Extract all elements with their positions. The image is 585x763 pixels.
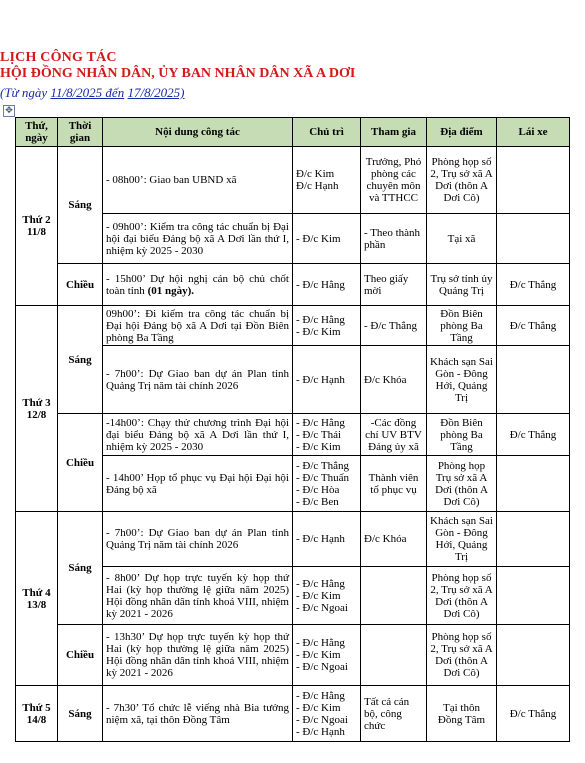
column-header-location: Địa điểm: [427, 118, 497, 147]
day-cell-tuesday: Thứ 3 12/8: [16, 306, 58, 512]
document-title: LỊCH CÔNG TÁC: [0, 50, 117, 65]
table-row: [16, 414, 570, 456]
driver-cell: [497, 456, 570, 512]
column-header-participants: Tham gia: [361, 118, 427, 147]
content-cell: - 14h00’ Họp tổ phục vụ Đại hội Đại hội Đảng bộ xã: [103, 456, 293, 512]
location-cell: Khách sạn Sai Gòn - Đông Hới, Quảng Trị: [427, 512, 497, 567]
table-row: [16, 147, 570, 214]
column-header-chair: Chủ trì: [293, 118, 361, 147]
schedule-table: [15, 117, 570, 742]
chair-cell: - Đ/c Hạnh: [293, 512, 361, 567]
driver-cell: [497, 625, 570, 686]
table-move-handle-icon[interactable]: ✥: [3, 105, 15, 117]
day-cell-wednesday: Thứ 4 13/8: [16, 512, 58, 686]
driver-cell: Đ/c Thắng: [497, 686, 570, 742]
day-cell-monday: Thứ 2 11/8: [16, 147, 58, 306]
column-header-content: Nội dung công tác: [103, 118, 293, 147]
session-cell: Sáng: [58, 686, 103, 742]
session-cell: Chiều: [58, 625, 103, 686]
location-cell: Đồn Biên phòng Ba Tầng: [427, 306, 497, 346]
driver-cell: [497, 147, 570, 214]
location-cell: Đồn Biên phòng Ba Tầng: [427, 414, 497, 456]
table-header-row: [16, 118, 570, 147]
content-cell: - 7h30’ Tổ chức lễ viếng nhà Bia tưởng niệm xã, tại thôn Đồng Tâm: [103, 686, 293, 742]
chair-cell: - Đ/c Hằng - Đ/c Thái - Đ/c Kim: [293, 414, 361, 456]
content-cell: - 7h00’: Dự Giao ban dự án Plan tỉnh Quảng Trị năm tài chính 2026: [103, 346, 293, 414]
driver-cell: [497, 567, 570, 625]
participants-cell: Trưởng, Phó phòng các chuyên môn và TTHCC: [361, 147, 427, 214]
participants-cell: - Theo thành phần: [361, 214, 427, 264]
date-range: (Từ ngày 11/8/2025 đến 17/8/2025): [0, 85, 185, 100]
participants-cell: Theo giấy mời: [361, 264, 427, 306]
chair-cell: - Đ/c Kim: [293, 214, 361, 264]
table-row: [16, 686, 570, 742]
table-row: [16, 512, 570, 567]
participants-cell: Đ/c Khóa: [361, 346, 427, 414]
chair-cell: - Đ/c Hằng - Đ/c Kim - Đ/c Ngoai - Đ/c Hạnh: [293, 686, 361, 742]
content-cell: 09h00’: Đi kiểm tra công tác chuẩn bị Đại hội Đảng bộ xã A Dơi tại Đồn Biên phòng Ba Tầng: [103, 306, 293, 346]
content-cell: -14h00’: Chạy thử chương trình Đại hội đại biểu Đảng bộ xã A Dơi lần thứ I, nhiệm kỳ 2025 - 2030: [103, 414, 293, 456]
column-header-driver: Lái xe: [497, 118, 570, 147]
chair-cell: - Đ/c Hằng - Đ/c Kim - Đ/c Ngoai: [293, 567, 361, 625]
column-header-day: Thứ, ngày: [16, 118, 58, 147]
location-cell: Phòng họp số 2, Trụ sở xã A Dơi (thôn A Dơi Cô): [427, 147, 497, 214]
session-cell: Chiều: [58, 414, 103, 512]
driver-cell: [497, 512, 570, 567]
location-cell: Phòng họp số 2, Trụ sở xã A Dơi (thôn A Dơi Cô): [427, 567, 497, 625]
session-cell: Chiều: [58, 264, 103, 306]
document-subtitle-organization: HỘI ĐỒNG NHÂN DÂN, ỦY BAN NHÂN DÂN XÃ A DƠI: [0, 66, 356, 81]
participants-cell: -Các đồng chí UV BTV Đảng ủy xã: [361, 414, 427, 456]
content-cell: - 8h00’ Dự họp trực tuyến kỳ họp thứ Hai (kỳ họp thường lệ giữa năm 2025) Hội đồng nhân dân tỉnh khoá VIII, nhiệm kỳ 2021 - 2026: [103, 567, 293, 625]
chair-cell: - Đ/c Hằng - Đ/c Kim - Đ/c Ngoai: [293, 625, 361, 686]
content-cell: - 13h30’ Dự họp trực tuyến kỳ họp thứ Hai (kỳ họp thường lệ giữa năm 2025) Hội đồng nhân dân tỉnh khoá VIII, nhiệm kỳ 2021 - 2026: [103, 625, 293, 686]
location-cell: Phòng họp Trụ sở xã A Dơi (thôn A Dơi Cô): [427, 456, 497, 512]
day-cell-thursday: Thứ 5 14/8: [16, 686, 58, 742]
session-cell: Sáng: [58, 147, 103, 264]
participants-cell: Tất cả cán bộ, công chức: [361, 686, 427, 742]
participants-cell: Thành viên tổ phục vụ: [361, 456, 427, 512]
chair-cell: - Đ/c Hạnh: [293, 346, 361, 414]
location-cell: Trụ sở tỉnh ủy Quảng Trị: [427, 264, 497, 306]
content-cell: - 09h00’: Kiểm tra công tác chuẩn bị Đại hội đại biểu Đảng bộ xã A Dơi lần thứ I, nhiệm kỳ 2025 - 2030: [103, 214, 293, 264]
participants-cell: [361, 625, 427, 686]
chair-cell: Đ/c Kim Đ/c Hạnh: [293, 147, 361, 214]
chair-cell: - Đ/c Hằng: [293, 264, 361, 306]
participants-cell: Đ/c Khóa: [361, 512, 427, 567]
content-cell: - 08h00’: Giao ban UBND xã: [103, 147, 293, 214]
driver-cell: [497, 214, 570, 264]
content-cell: - 15h00’ Dự hội nghị cán bộ chủ chốt toàn tỉnh (01 ngày).: [103, 264, 293, 306]
table-row: [16, 264, 570, 306]
driver-cell: Đ/c Thắng: [497, 306, 570, 346]
driver-cell: [497, 346, 570, 414]
driver-cell: Đ/c Thắng: [497, 414, 570, 456]
participants-cell: [361, 567, 427, 625]
content-cell: - 7h00’: Dự Giao ban dự án Plan tỉnh Quảng Trị năm tài chính 2026: [103, 512, 293, 567]
location-cell: Tại xã: [427, 214, 497, 264]
location-cell: Khách sạn Sai Gòn - Đông Hới, Quảng Trị: [427, 346, 497, 414]
driver-cell: Đ/c Thắng: [497, 264, 570, 306]
session-cell: Sáng: [58, 512, 103, 625]
location-cell: Tại thôn Đồng Tâm: [427, 686, 497, 742]
session-cell: Sáng: [58, 306, 103, 414]
participants-cell: - Đ/c Thắng: [361, 306, 427, 346]
location-cell: Phòng họp số 2, Trụ sở xã A Dơi (thôn A Dơi Cô): [427, 625, 497, 686]
table-row: [16, 625, 570, 686]
chair-cell: - Đ/c Thắng - Đ/c Thuấn - Đ/c Hòa - Đ/c Ben: [293, 456, 361, 512]
column-header-time: Thời gian: [58, 118, 103, 147]
table-row: [16, 306, 570, 346]
chair-cell: - Đ/c Hằng - Đ/c Kim: [293, 306, 361, 346]
